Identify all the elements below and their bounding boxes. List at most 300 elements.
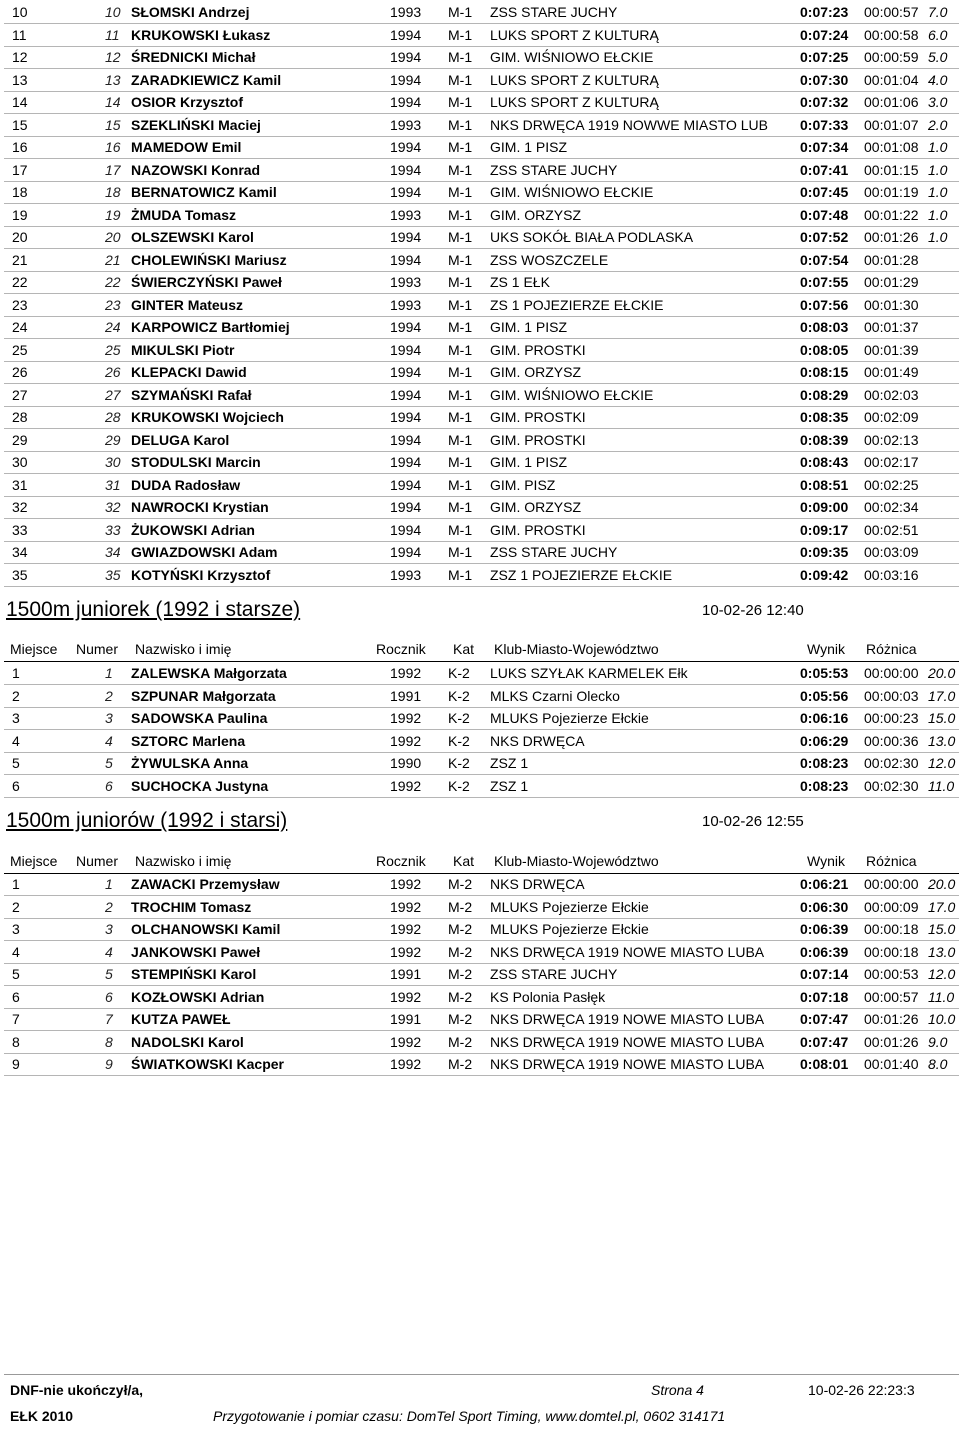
table-row [4, 565, 959, 587]
cell-club: NKS DRWĘCA [490, 876, 585, 892]
cell-time: 0:07:34 [800, 139, 849, 155]
table-row [4, 92, 959, 114]
cell-number: 1 [105, 876, 113, 892]
cell-number: 7 [105, 1011, 113, 1027]
column-header-cat: Kat [453, 853, 475, 869]
cell-place: 28 [12, 409, 28, 425]
cell-time: 0:09:00 [800, 499, 849, 515]
cell-time: 0:06:30 [800, 898, 849, 915]
cell-year: 1994 [390, 431, 422, 448]
cell-year: 1992 [390, 876, 422, 892]
cell-name: KOZŁOWSKI Adrian [131, 988, 265, 1005]
cell-place: 6 [12, 988, 20, 1005]
cell-points: 5.0 [928, 49, 948, 65]
cell-difference: 00:02:03 [864, 386, 919, 403]
cell-number: 19 [105, 206, 121, 223]
cell-number: 5 [105, 755, 113, 771]
table-row [4, 205, 959, 227]
cell-year: 1994 [390, 476, 422, 493]
cell-place: 5 [12, 966, 20, 982]
cell-name: SADOWSKA Paulina [131, 710, 268, 726]
cell-category: M-1 [448, 409, 473, 425]
cell-name: SZPUNAR Małgorzata [131, 687, 276, 704]
cell-place: 4 [12, 732, 20, 749]
cell-club: UKS SOKÓŁ BIAŁA PODLASKA [490, 229, 694, 245]
cell-place: 9 [12, 1056, 20, 1072]
cell-number: 32 [105, 499, 121, 515]
cell-name: OSIOR Krzysztof [131, 94, 244, 110]
cell-time: 0:07:56 [800, 296, 849, 313]
cell-club: LUKS SZYŁAK KARMELEK Ełk [490, 665, 688, 681]
cell-category: K-2 [448, 732, 470, 749]
cell-name: ŚWIERCZYŃSKI Paweł [131, 274, 282, 290]
cell-year: 1991 [390, 966, 422, 982]
cell-place: 2 [12, 687, 20, 704]
cell-category: M-1 [448, 94, 473, 110]
cell-points: 17.0 [928, 898, 956, 915]
cell-place: 10 [12, 4, 28, 20]
cell-number: 14 [105, 94, 121, 110]
cell-year: 1994 [390, 229, 422, 245]
cell-name: KOTYŃSKI Krzysztof [131, 566, 271, 583]
cell-time: 0:08:23 [800, 777, 849, 794]
cell-year: 1991 [390, 1011, 422, 1027]
cell-difference: 00:01:26 [864, 1033, 919, 1050]
cell-year: 1994 [390, 454, 422, 470]
cell-name: ZARADKIEWICZ Kamil [131, 71, 282, 88]
cell-place: 8 [12, 1033, 20, 1050]
cell-place: 16 [12, 139, 28, 155]
cell-number: 29 [105, 431, 121, 448]
cell-place: 27 [12, 386, 28, 403]
cell-name: DUDA Radosław [131, 476, 241, 493]
cell-points: 4.0 [928, 71, 948, 88]
cell-points: 20.0 [928, 876, 956, 892]
cell-year: 1994 [390, 521, 422, 538]
cell-year: 1994 [390, 26, 422, 43]
cell-difference: 00:00:23 [864, 710, 919, 726]
cell-time: 0:08:23 [800, 755, 849, 771]
cell-name: NADOLSKI Karol [131, 1033, 244, 1050]
table-row [4, 708, 959, 730]
cell-number: 13 [105, 71, 121, 88]
cell-name: KARPOWICZ Bartłomiej [131, 319, 290, 335]
cell-number: 24 [105, 319, 121, 335]
cell-time: 0:07:47 [800, 1033, 849, 1050]
cell-difference: 00:00:03 [864, 687, 919, 704]
cell-category: M-2 [448, 943, 473, 960]
cell-category: M-1 [448, 341, 473, 358]
cell-difference: 00:01:26 [864, 1011, 919, 1027]
cell-place: 5 [12, 755, 20, 771]
table-row [4, 160, 959, 182]
cell-time: 0:07:33 [800, 116, 849, 133]
table-row [4, 542, 959, 564]
cell-name: ŻUKOWSKI Adrian [131, 521, 255, 538]
cell-name: MIKULSKI Piotr [131, 341, 235, 358]
cell-name: KUTZA PAWEŁ [131, 1011, 231, 1027]
cell-points: 12.0 [928, 966, 956, 982]
cell-name: OLSZEWSKI Karol [131, 229, 254, 245]
table-row [4, 430, 959, 452]
table-row [4, 250, 959, 272]
cell-year: 1993 [390, 4, 422, 20]
cell-points: 12.0 [928, 755, 956, 771]
cell-name: SUCHOCKA Justyna [131, 777, 269, 794]
section-title-juniorki: 1500m juniorek (1992 i starsze) [6, 598, 301, 621]
cell-place: 35 [12, 566, 28, 583]
cell-time: 0:07:48 [800, 206, 849, 223]
cell-points: 1.0 [928, 161, 948, 178]
cell-difference: 00:00:58 [864, 26, 919, 43]
cell-number: 5 [105, 966, 113, 982]
cell-number: 3 [105, 921, 113, 937]
cell-category: M-2 [448, 1056, 473, 1072]
footer-dnf-note: DNF-nie ukończył/a, [10, 1382, 144, 1398]
cell-club: ZSS STARE JUCHY [490, 4, 618, 20]
cell-year: 1994 [390, 409, 422, 425]
cell-club: ZSZ 1 POJEZIERZE EŁCKIE [490, 566, 673, 583]
cell-time: 0:07:55 [800, 274, 849, 290]
cell-number: 6 [105, 777, 113, 794]
cell-club: ZSS STARE JUCHY [490, 161, 618, 178]
cell-number: 3 [105, 710, 113, 726]
cell-name: ZALEWSKA Małgorzata [131, 665, 287, 681]
cell-time: 0:08:43 [800, 454, 849, 470]
column-header-club: Klub-Miasto-Województwo [494, 641, 659, 657]
cell-name: BERNATOWICZ Kamil [131, 184, 277, 200]
cell-difference: 00:00:57 [864, 4, 919, 20]
cell-category: M-1 [448, 274, 473, 290]
cell-difference: 00:03:16 [864, 566, 919, 583]
table-header-juniorki [4, 638, 959, 662]
cell-difference: 00:01:08 [864, 139, 919, 155]
cell-number: 10 [105, 4, 121, 20]
table-row [4, 987, 959, 1009]
cell-club: GIM. 1 PISZ [490, 139, 568, 155]
cell-place: 26 [12, 364, 28, 380]
cell-club: NKS DRWĘCA 1919 NOWE MIASTO LUBA [490, 943, 765, 960]
cell-points: 15.0 [928, 710, 956, 726]
cell-category: M-1 [448, 49, 473, 65]
cell-number: 21 [105, 251, 121, 268]
cell-category: M-2 [448, 876, 473, 892]
cell-year: 1994 [390, 71, 422, 88]
cell-year: 1993 [390, 274, 422, 290]
cell-number: 15 [105, 116, 121, 133]
cell-number: 2 [105, 687, 113, 704]
cell-place: 32 [12, 499, 28, 515]
cell-name: DELUGA Karol [131, 431, 230, 448]
column-header-name: Nazwisko i imię [135, 641, 232, 657]
cell-time: 0:06:39 [800, 943, 849, 960]
cell-name: KRUKOWSKI Wojciech [131, 409, 284, 425]
cell-category: M-1 [448, 116, 473, 133]
cell-place: 33 [12, 521, 28, 538]
cell-difference: 00:00:57 [864, 988, 919, 1005]
cell-time: 0:05:56 [800, 687, 849, 704]
table-row [4, 731, 959, 753]
cell-category: M-1 [448, 296, 473, 313]
cell-points: 2.0 [928, 116, 948, 133]
cell-club: GIM. ORZYSZ [490, 499, 581, 515]
cell-category: M-1 [448, 476, 473, 493]
cell-place: 22 [12, 274, 28, 290]
cell-time: 0:08:01 [800, 1056, 849, 1072]
footer-timing-credit: Przygotowanie i pomiar czasu: DomTel Sport Timing, www.domtel.pl, 0602 314171 [213, 1408, 726, 1424]
cell-category: M-1 [448, 566, 473, 583]
cell-place: 1 [12, 876, 20, 892]
cell-number: 1 [105, 665, 113, 681]
cell-category: M-1 [448, 251, 473, 268]
cell-time: 0:07:23 [800, 4, 849, 20]
cell-difference: 00:01:19 [864, 184, 919, 200]
cell-year: 1994 [390, 386, 422, 403]
table-row [4, 776, 959, 798]
cell-place: 18 [12, 184, 28, 200]
cell-points: 17.0 [928, 687, 956, 704]
cell-points: 7.0 [928, 4, 948, 20]
cell-year: 1992 [390, 943, 422, 960]
column-header-cat: Kat [453, 641, 475, 657]
column-header-place: Miejsce [10, 641, 58, 657]
table-row [4, 47, 959, 69]
cell-name: SZTORC Marlena [131, 732, 246, 749]
cell-place: 23 [12, 296, 28, 313]
cell-category: M-1 [448, 184, 473, 200]
cell-difference: 00:02:09 [864, 409, 919, 425]
cell-number: 8 [105, 1033, 113, 1050]
cell-club: MLKS Czarni Olecko [490, 687, 620, 704]
cell-category: M-1 [448, 161, 473, 178]
cell-category: M-2 [448, 966, 473, 982]
cell-name: SŁOMSKI Andrzej [131, 4, 250, 20]
cell-club: GIM. ORZYSZ [490, 364, 581, 380]
cell-number: 6 [105, 988, 113, 1005]
cell-year: 1994 [390, 94, 422, 110]
cell-points: 11.0 [928, 988, 955, 1005]
cell-club: GIM. 1 PISZ [490, 319, 568, 335]
column-header-club: Klub-Miasto-Województwo [494, 853, 659, 869]
cell-difference: 00:01:40 [864, 1056, 919, 1072]
cell-year: 1990 [390, 755, 422, 771]
cell-club: GIM. PROSTKI [490, 409, 586, 425]
cell-points: 8.0 [928, 1056, 948, 1072]
table-row [4, 897, 959, 919]
cell-number: 18 [105, 184, 121, 200]
cell-number: 33 [105, 521, 121, 538]
table-row [4, 115, 959, 137]
cell-points: 1.0 [928, 139, 948, 155]
cell-category: M-1 [448, 4, 473, 20]
table-row [4, 362, 959, 384]
cell-year: 1992 [390, 777, 422, 794]
cell-category: M-2 [448, 898, 473, 915]
cell-place: 21 [12, 251, 28, 268]
column-header-time: Wynik [807, 641, 845, 657]
cell-time: 0:08:51 [800, 476, 849, 493]
cell-place: 24 [12, 319, 28, 335]
cell-club: ZSS STARE JUCHY [490, 544, 618, 560]
cell-name: SZYMAŃSKI Rafał [131, 386, 252, 403]
cell-place: 12 [12, 49, 28, 65]
cell-number: 30 [105, 454, 121, 470]
cell-year: 1993 [390, 566, 422, 583]
cell-points: 15.0 [928, 921, 956, 937]
cell-points: 9.0 [928, 1033, 948, 1050]
cell-name: ŚREDNICKI Michał [131, 49, 256, 65]
cell-category: M-1 [448, 229, 473, 245]
cell-time: 0:07:30 [800, 71, 849, 88]
cell-club: LUKS SPORT Z KULTURĄ [490, 26, 659, 43]
table-row [4, 475, 959, 497]
cell-category: M-1 [448, 139, 473, 155]
cell-points: 11.0 [928, 777, 955, 794]
cell-club: GIM. PROSTKI [490, 521, 586, 538]
cell-difference: 00:00:00 [864, 665, 919, 681]
cell-club: NKS DRWĘCA 1919 NOWE MIASTO LUBA [490, 1033, 765, 1050]
cell-difference: 00:02:25 [864, 476, 919, 493]
cell-time: 0:07:45 [800, 184, 849, 200]
cell-place: 3 [12, 921, 20, 937]
cell-name: OLCHANOWSKI Kamil [131, 921, 281, 937]
cell-club: GIM. PROSTKI [490, 341, 586, 358]
cell-year: 1992 [390, 710, 422, 726]
cell-time: 0:06:29 [800, 732, 849, 749]
table-row [4, 2, 959, 24]
cell-number: 17 [105, 161, 121, 178]
cell-year: 1994 [390, 49, 422, 65]
table-row [4, 686, 959, 708]
cell-place: 30 [12, 454, 28, 470]
cell-time: 0:09:35 [800, 544, 849, 560]
cell-number: 31 [105, 476, 121, 493]
cell-name: ZAWACKI Przemysław [131, 876, 280, 892]
cell-club: MLUKS Pojezierze Ełckie [490, 921, 649, 937]
cell-place: 4 [12, 943, 20, 960]
cell-difference: 00:01:26 [864, 229, 919, 245]
table-row [4, 919, 959, 941]
cell-year: 1994 [390, 544, 422, 560]
cell-year: 1992 [390, 1056, 422, 1072]
section-datetime-juniorzy: 10-02-26 12:55 [702, 813, 804, 830]
cell-club: LUKS SPORT Z KULTURĄ [490, 71, 659, 88]
cell-year: 1992 [390, 732, 422, 749]
cell-difference: 00:01:22 [864, 206, 919, 223]
cell-category: M-1 [448, 499, 473, 515]
cell-time: 0:09:17 [800, 521, 849, 538]
table-row [4, 340, 959, 362]
cell-club: GIM. PROSTKI [490, 431, 586, 448]
cell-club: MLUKS Pojezierze Ełckie [490, 898, 649, 915]
cell-name: ŻYWULSKA Anna [131, 755, 249, 771]
cell-place: 20 [12, 229, 28, 245]
cell-time: 0:08:39 [800, 431, 849, 448]
cell-time: 0:07:41 [800, 161, 849, 178]
cell-difference: 00:01:07 [864, 116, 919, 133]
column-header-year: Rocznik [376, 853, 426, 869]
cell-club: GIM. 1 PISZ [490, 454, 568, 470]
cell-difference: 00:00:18 [864, 943, 919, 960]
cell-place: 14 [12, 94, 28, 110]
cell-points: 1.0 [928, 206, 948, 223]
cell-year: 1994 [390, 499, 422, 515]
cell-category: M-2 [448, 1033, 473, 1050]
cell-name: STODULSKI Marcin [131, 454, 261, 470]
cell-place: 29 [12, 431, 28, 448]
cell-category: M-1 [448, 544, 473, 560]
cell-number: 2 [105, 898, 113, 915]
cell-time: 0:06:39 [800, 921, 849, 937]
cell-place: 15 [12, 116, 28, 133]
cell-place: 2 [12, 898, 20, 915]
column-header-year: Rocznik [376, 641, 426, 657]
cell-category: K-2 [448, 755, 470, 771]
cell-time: 0:07:32 [800, 94, 849, 110]
cell-number: 22 [105, 274, 121, 290]
cell-number: 28 [105, 409, 121, 425]
cell-difference: 00:00:09 [864, 898, 919, 915]
cell-difference: 00:01:49 [864, 364, 919, 380]
cell-club: GIM. WIŚNIOWO EŁCKIE [490, 184, 654, 200]
cell-number: 4 [105, 732, 113, 749]
column-header-number: Numer [76, 641, 119, 657]
cell-place: 31 [12, 476, 28, 493]
cell-category: M-1 [448, 71, 473, 88]
cell-number: 12 [105, 49, 121, 65]
cell-category: M-1 [448, 521, 473, 538]
cell-number: 35 [105, 566, 121, 583]
cell-difference: 00:00:53 [864, 966, 919, 982]
cell-points: 13.0 [928, 732, 956, 749]
column-header-diff: Różnica [866, 641, 917, 657]
cell-category: K-2 [448, 665, 470, 681]
footer-print-date: 10-02-26 22:23:3 [808, 1382, 915, 1398]
cell-club: GIM. WIŚNIOWO EŁCKIE [490, 49, 654, 65]
cell-club: MLUKS Pojezierze Ełckie [490, 710, 649, 726]
cell-time: 0:07:52 [800, 229, 849, 245]
cell-name: NAWROCKI Krystian [131, 499, 269, 515]
cell-name: JANKOWSKI Paweł [131, 943, 261, 960]
cell-difference: 00:01:37 [864, 319, 919, 335]
cell-category: K-2 [448, 710, 470, 726]
cell-difference: 00:01:30 [864, 296, 919, 313]
table-row [4, 137, 959, 159]
cell-time: 0:08:29 [800, 386, 849, 403]
cell-category: M-2 [448, 921, 473, 937]
cell-year: 1993 [390, 206, 422, 223]
cell-difference: 00:01:15 [864, 161, 919, 178]
cell-place: 1 [12, 665, 20, 681]
cell-place: 7 [12, 1011, 20, 1027]
cell-number: 9 [105, 1056, 113, 1072]
cell-points: 20.0 [928, 665, 956, 681]
cell-club: NKS DRWĘCA 1919 NOWWE MIASTO LUB [490, 116, 768, 133]
cell-difference: 00:02:17 [864, 454, 919, 470]
cell-number: 11 [105, 26, 120, 43]
cell-category: M-1 [448, 364, 473, 380]
cell-year: 1994 [390, 161, 422, 178]
cell-time: 0:08:05 [800, 341, 849, 358]
cell-points: 1.0 [928, 184, 948, 200]
table-row [4, 295, 959, 317]
cell-time: 0:06:16 [800, 710, 849, 726]
cell-year: 1992 [390, 921, 422, 937]
table-row [4, 964, 959, 986]
cell-name: ŻMUDA Tomasz [131, 206, 236, 223]
table-row [4, 452, 959, 474]
cell-place: 13 [12, 71, 28, 88]
